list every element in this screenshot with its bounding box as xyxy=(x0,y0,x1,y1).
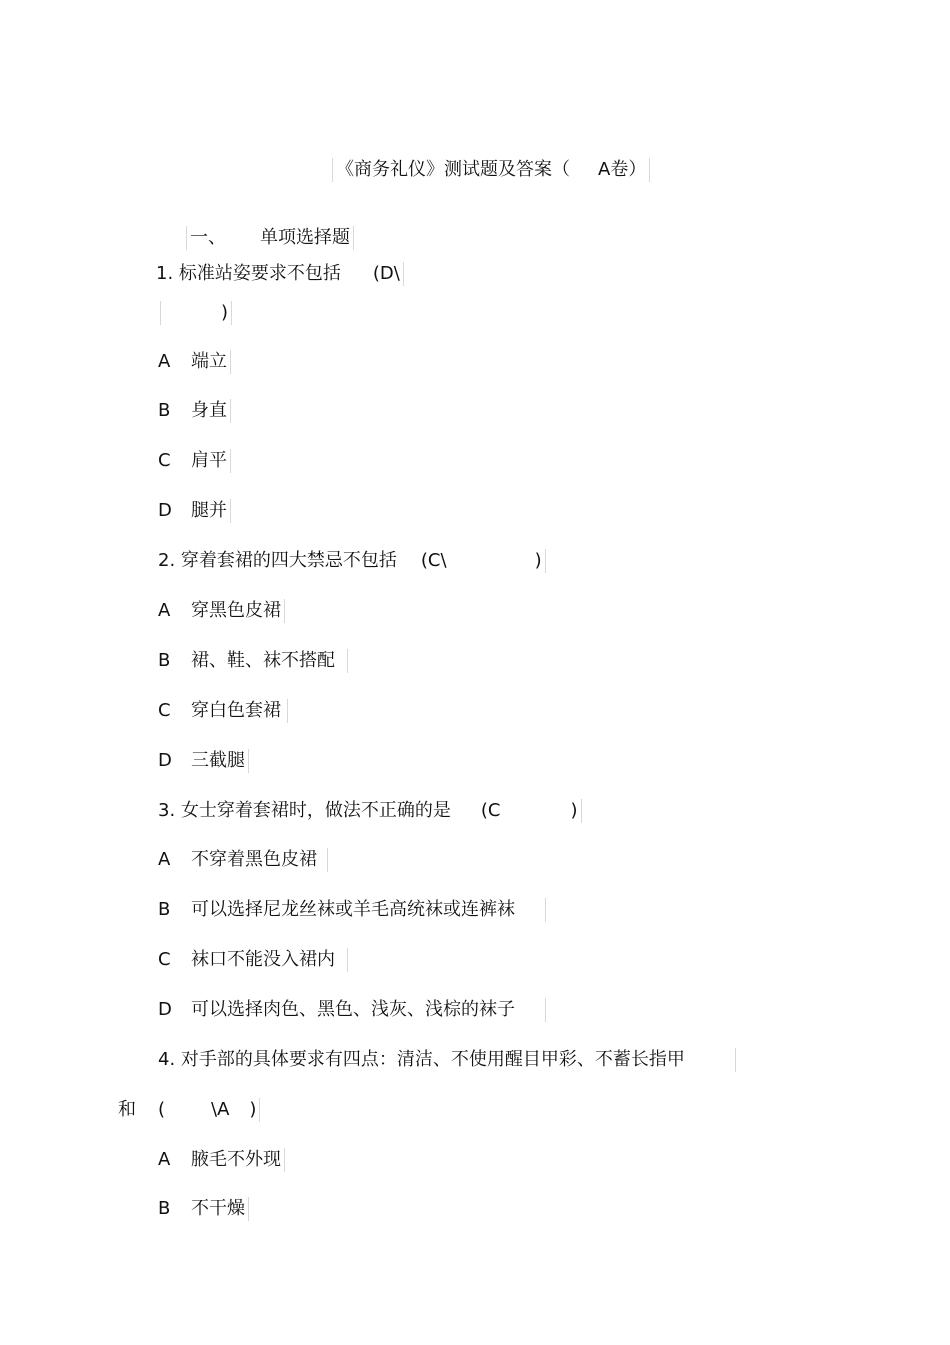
question-4-option-b: B 不干燥 xyxy=(158,1197,249,1221)
question-2-option-a: A 穿黑色皮裙 xyxy=(158,599,285,623)
question-2-stem: 2. 穿着套裙的四大禁忌不包括 (C\ ) xyxy=(158,549,546,573)
question-2-option-d: D 三截腿 xyxy=(158,749,249,773)
question-4-stem: 4. 对手部的具体要求有四点：清洁、不使用醒目甲彩、不蓄长指甲 xyxy=(158,1048,736,1072)
section-number: 一、 xyxy=(190,227,226,248)
question-3-stem: 3. 女士穿着套裙时，做法不正确的是 (C ) xyxy=(158,799,582,823)
document-title xyxy=(332,158,650,182)
title-volume: A卷） xyxy=(598,159,647,180)
question-4-option-a: A 腋毛不外现 xyxy=(158,1148,285,1172)
question-3-option-c: C 袜口不能没入裙内 xyxy=(158,948,348,972)
question-3-option-d: D 可以选择肉色、黑色、浅灰、浅棕的袜子 xyxy=(158,998,546,1022)
question-4-stem-continued: 和 ( \A ) xyxy=(118,1098,260,1122)
question-1-stem: 1. 标准站姿要求不包括 (D\ xyxy=(156,262,404,286)
question-2-answer: (C\ xyxy=(420,550,447,571)
question-3-answer: (C xyxy=(480,800,501,821)
question-2-option-c: C 穿白色套裙 xyxy=(158,699,288,723)
question-4-answer: \A xyxy=(211,1099,230,1120)
question-1-answer: (D\ xyxy=(372,263,400,284)
question-1-option-d: D 腿并 xyxy=(158,499,231,523)
title-main: 《商务礼仪》测试题及答案（ xyxy=(336,159,570,180)
question-1-option-c: C 肩平 xyxy=(158,449,231,473)
question-1-option-a: A 端立 xyxy=(158,350,231,374)
question-1-close: ) xyxy=(160,301,232,325)
question-1-option-b: B 身直 xyxy=(158,399,231,423)
question-2-option-b: B 裙、鞋、袜不搭配 xyxy=(158,649,348,673)
section-name: 单项选择题 xyxy=(260,227,350,248)
question-3-option-a: A 不穿着黑色皮裙 xyxy=(158,848,328,872)
question-3-option-b: B 可以选择尼龙丝袜或羊毛高统袜或连裤袜 xyxy=(158,898,546,922)
section-heading xyxy=(186,226,354,250)
